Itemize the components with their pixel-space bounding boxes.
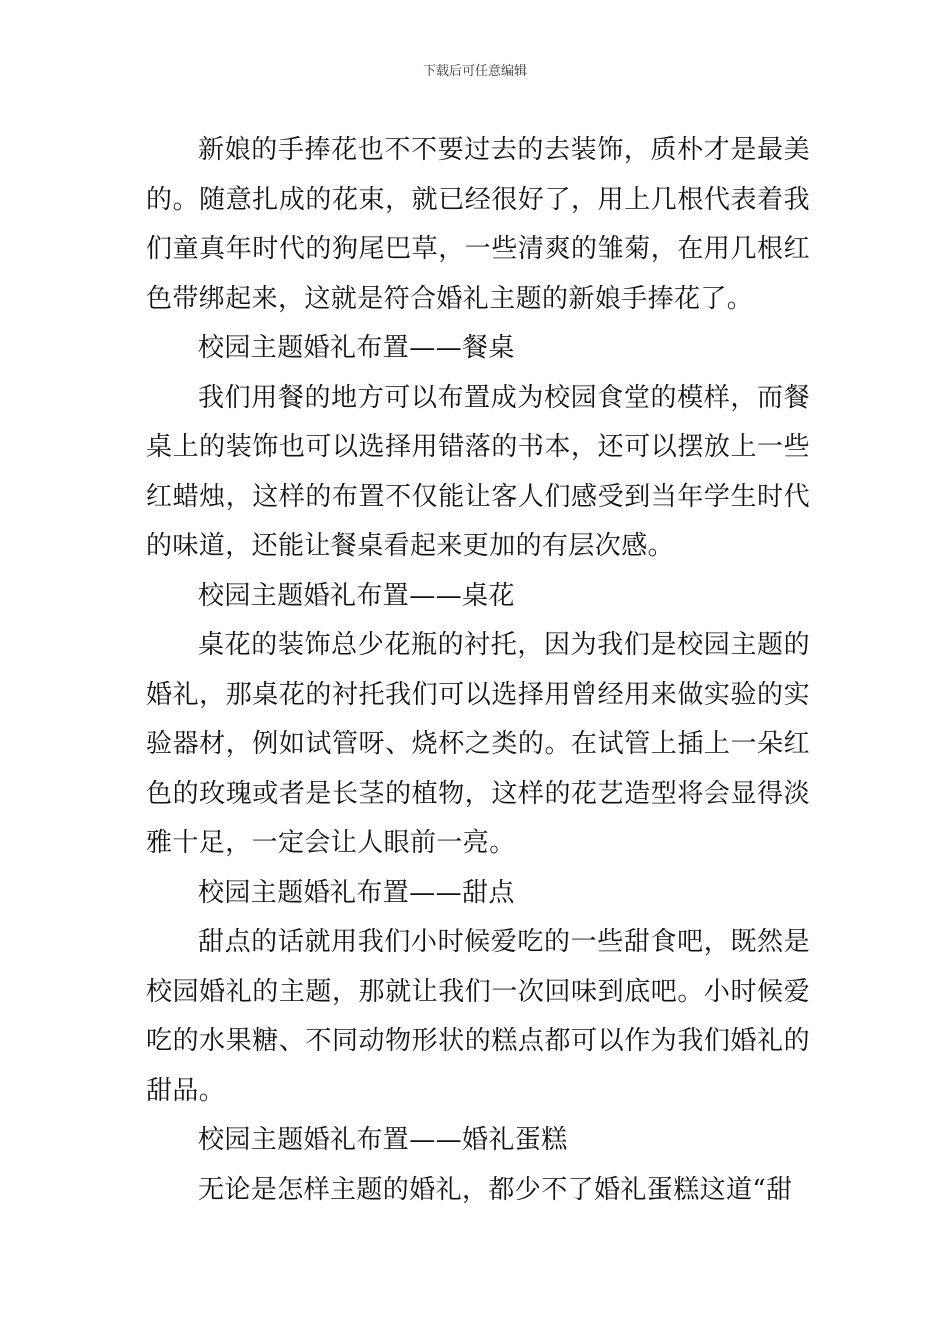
section-heading-dining-table: 校园主题婚礼布置——餐桌 <box>198 333 515 363</box>
page-header: 下载后可任意编辑 <box>422 64 527 79</box>
section-heading-table-flowers: 校园主题婚礼布置——桌花 <box>198 580 515 611</box>
paragraph-dining-table: 我们用餐的地方可以布置成为校园食堂的模样，而餐桌上的装饰也可以选择用错落的书本，还可以摆放上一些红蜡烛，这样的布置不仅能让客人们感受到当年学生时代的味道，还能让餐桌看起来更加的有层次感。 <box>146 382 810 561</box>
paragraph-table-flowers: 桌花的装饰总少花瓶的衬托，因为我们是校园主题的婚礼，那桌花的衬托我们可以选择用曾经用来做实验的实验器材，例如试管呀、烧杯之类的。在试管上插上一朵红色的玫瑰或者是长茎的植物，这样的花艺造型将会显得淡雅十足，一定会让人眼前一亮。 <box>146 630 810 858</box>
document-body <box>146 126 810 1215</box>
paragraph-wedding-cake: 无论是怎样主题的婚礼，都少不了婚礼蛋糕这道“甜 <box>198 1174 793 1205</box>
paragraph-bouquet: 新娘的手捧花也不不要过去的去装饰，质朴才是最美的。随意扎成的花束，就已经很好了，用上几根代表着我们童真年时代的狗尾巴草，一些清爽的雏菊，在用几根红色带绑起来，这就是符合婚礼主题的新娘手捧花了。 <box>146 135 810 314</box>
section-heading-desserts: 校园主题婚礼布置——甜点 <box>198 877 515 908</box>
paragraph-desserts: 甜点的话就用我们小时候爱吃的一些甜食吧，既然是校园婚礼的主题，那就让我们一次回味到底吧。小时候爱吃的水果糖、不同动物形状的糕点都可以作为我们婚礼的甜品。 <box>146 927 810 1106</box>
section-heading-wedding-cake: 校园主题婚礼布置——婚礼蛋糕 <box>198 1125 568 1155</box>
